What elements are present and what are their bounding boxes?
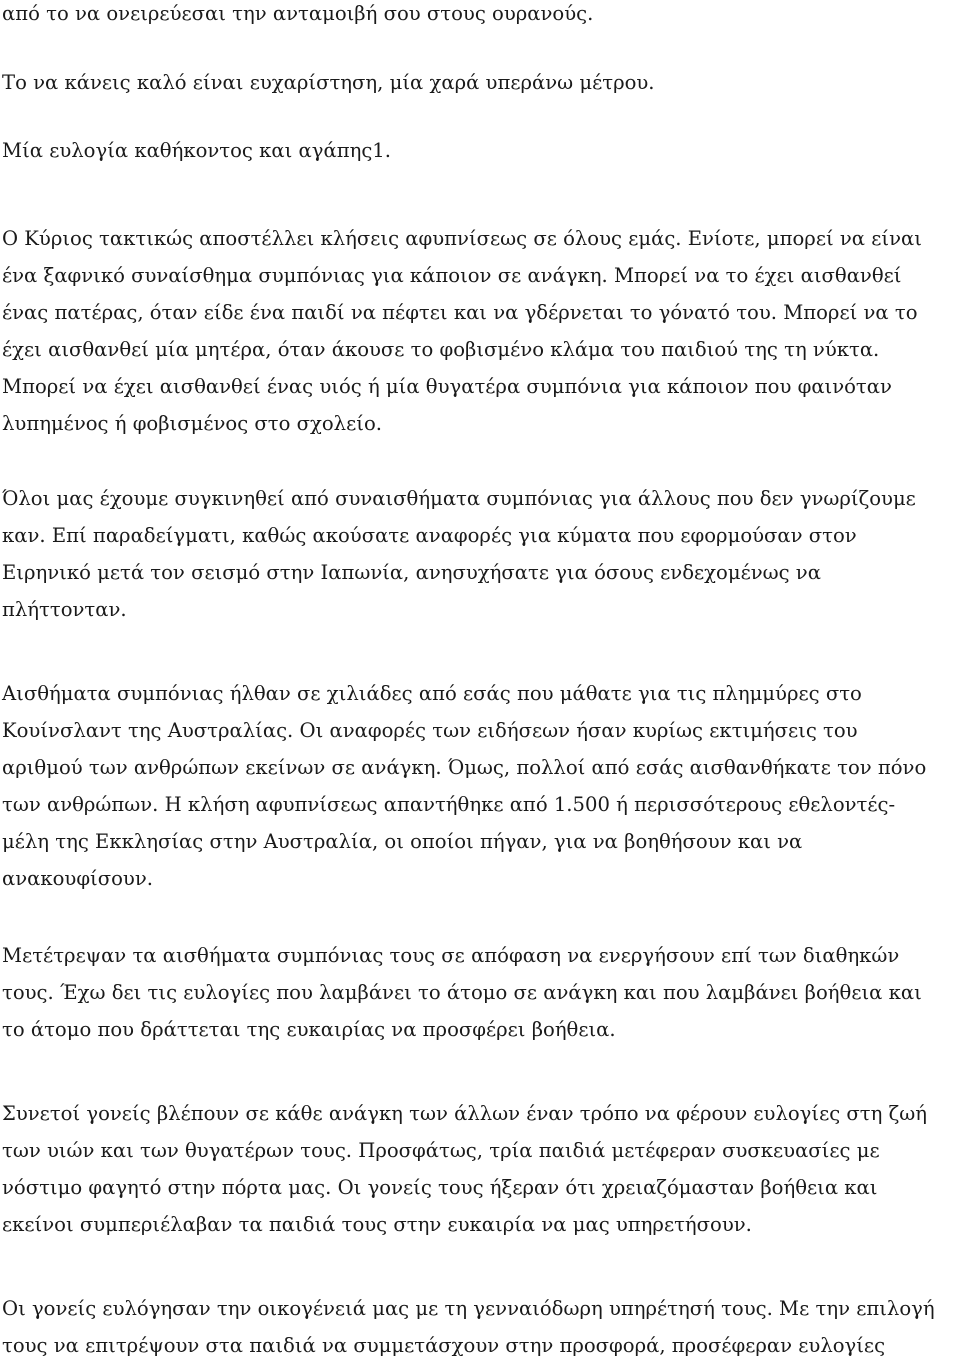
text-line: των ανθρώπων. Η κλήση αφυπνίσεως απαντήθηκε από 1.500 ή περισσότερους εθελοντές- bbox=[2, 793, 896, 816]
text-line: τους. Έχω δει τις ευλογίες που λαμβάνει το άτομο σε ανάγκη και που λαμβάνει βοήθεια και bbox=[2, 981, 922, 1004]
text-line: το άτομο που δράττεται της ευκαιρίας να προσφέρει βοήθεια. bbox=[2, 1018, 616, 1041]
paragraph bbox=[2, 0, 960, 32]
text-line: έχει αισθανθεί μία μητέρα, όταν άκουσε το φοβισμένο κλάμα του παιδιού της τη νύκτα. bbox=[2, 338, 880, 361]
text-line: τους να επιτρέψουν στα παιδιά να συμμετάσχουν στην προσφορά, προσέφεραν ευλογίες bbox=[2, 1334, 886, 1357]
text-line: Ειρηνικό μετά τον σεισμό στην Ιαπωνία, ανησυχήσατε για όσους ενδεχομένως να bbox=[2, 561, 821, 584]
text-line: Το να κάνεις καλό είναι ευχαρίστηση, μία χαρά υπεράνω μέτρου. bbox=[2, 71, 655, 94]
text-line: ανακουφίσουν. bbox=[2, 867, 153, 890]
paragraph bbox=[2, 64, 960, 101]
paragraph bbox=[2, 675, 960, 897]
text-line: Ο Κύριος τακτικώς αποστέλλει κλήσεις αφυπνίσεως σε όλους εμάς. Ενίοτε, μπορεί να είναι bbox=[2, 227, 922, 250]
text-line: Οι γονείς ευλόγησαν την οικογένειά μας με τη γενναιόδωρη υπηρέτησή τους. Με την επιλογή bbox=[2, 1297, 935, 1320]
text-line: πλήττονταν. bbox=[2, 598, 127, 621]
paragraph bbox=[2, 480, 960, 628]
text-line: Αισθήματα συμπόνιας ήλθαν σε χιλιάδες από εσάς που μάθατε για τις πλημμύρες στο bbox=[2, 682, 862, 705]
text-line: λυπημένος ή φοβισμένος στο σχολείο. bbox=[2, 412, 382, 435]
text-line: Μπορεί να έχει αισθανθεί ένας υιός ή μία θυγατέρα συμπόνια για κάποιον που φαινόταν bbox=[2, 375, 892, 398]
text-line: ένα ξαφνικό συναίσθημα συμπόνιας για κάποιον σε ανάγκη. Μπορεί να το έχει αισθανθεί bbox=[2, 264, 902, 287]
text-line: μέλη της Εκκλησίας στην Αυστραλία, οι οποίοι πήγαν, για να βοηθήσουν και να bbox=[2, 830, 803, 853]
text-line: Κουίνσλαντ της Αυστραλίας. Οι αναφορές των ειδήσεων ήσαν κυρίως εκτιμήσεις του bbox=[2, 719, 858, 742]
text-line: Όλοι μας έχουμε συγκινηθεί από συναισθήματα συμπόνιας για άλλους που δεν γνωρίζουμε bbox=[2, 487, 916, 510]
paragraph bbox=[2, 1095, 960, 1243]
text-line: Συνετοί γονείς βλέπουν σε κάθε ανάγκη των άλλων έναν τρόπο να φέρουν ευλογίες στη ζωή bbox=[2, 1102, 927, 1125]
text-line: των υιών και των θυγατέρων τους. Προσφάτως, τρία παιδιά μετέφεραν συσκευασίες με bbox=[2, 1139, 880, 1162]
text-line: από το να ονειρεύεσαι την ανταμοιβή σου στους ουρανούς. bbox=[2, 2, 594, 25]
text-line: νόστιμο φαγητό στην πόρτα μας. Οι γονείς τους ήξεραν ότι χρειαζόμασταν βοήθεια και bbox=[2, 1176, 878, 1199]
text-line: Μετέτρεψαν τα αισθήματα συμπόνιας τους σε απόφαση να ενεργήσουν επί των διαθηκών bbox=[2, 944, 900, 967]
text-line: αριθμού των ανθρώπων εκείνων σε ανάγκη. Όμως, πολλοί από εσάς αισθανθήκατε τον πόνο bbox=[2, 756, 927, 779]
text-line: ένας πατέρας, όταν είδε ένα παιδί να πέφτει και να γδέρνεται το γόνατό του. Μπορεί να το bbox=[2, 301, 918, 324]
text-line: Μία ευλογία καθήκοντος και αγάπης1. bbox=[2, 139, 391, 162]
text-line: εκείνοι συμπεριέλαβαν τα παιδιά τους στην ευκαιρία να μας υπηρετήσουν. bbox=[2, 1213, 752, 1236]
text-line: καν. Επί παραδείγματι, καθώς ακούσατε αναφορές για κύματα που εφορμούσαν στον bbox=[2, 524, 857, 547]
paragraph bbox=[2, 937, 960, 1048]
paragraph bbox=[2, 220, 960, 442]
paragraph bbox=[2, 132, 960, 169]
paragraph bbox=[2, 1290, 960, 1357]
